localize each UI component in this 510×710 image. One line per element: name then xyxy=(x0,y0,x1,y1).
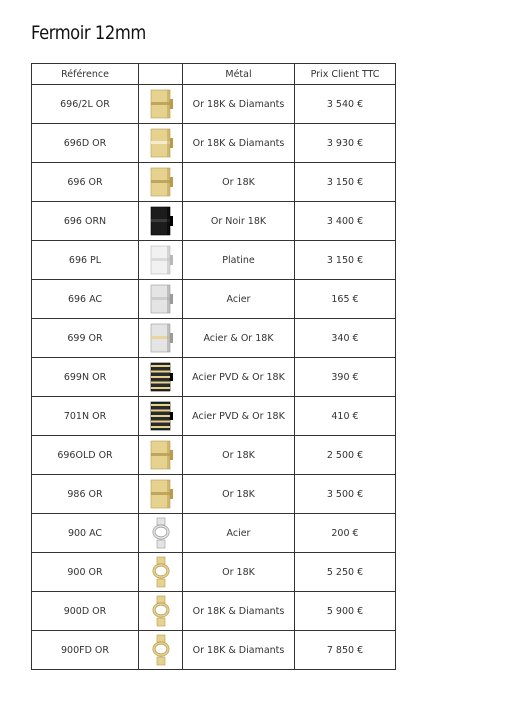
cell-price: 7 850 € xyxy=(295,631,396,670)
cell-metal: Acier xyxy=(183,280,295,319)
clasp-link-top xyxy=(157,596,165,603)
clasp-stripe xyxy=(151,376,170,378)
cell-reference: 986 OR xyxy=(32,475,139,514)
clasp-tab xyxy=(170,177,173,187)
cell-image xyxy=(139,85,183,124)
cell-image xyxy=(139,358,183,397)
clasp-thumbnail xyxy=(146,322,176,354)
clasp-link-top xyxy=(157,635,165,642)
clasp-edge xyxy=(167,207,170,235)
clasp-tab xyxy=(170,373,173,381)
page-title: Fermoir 12mm xyxy=(31,22,146,44)
cell-metal: Acier xyxy=(183,514,295,553)
header-metal: Métal xyxy=(183,64,295,85)
clasp-thumbnail xyxy=(146,361,176,393)
cell-price: 3 150 € xyxy=(295,163,396,202)
cell-reference: 696 OR xyxy=(32,163,139,202)
cell-reference: 900 AC xyxy=(32,514,139,553)
cell-image xyxy=(139,202,183,241)
cell-price: 3 540 € xyxy=(295,85,396,124)
clasp-link-bottom xyxy=(157,540,165,548)
cell-metal: Acier & Or 18K xyxy=(183,319,295,358)
cell-image xyxy=(139,514,183,553)
clasp-ring-highlight xyxy=(154,643,168,655)
cell-reference: 696 ORN xyxy=(32,202,139,241)
clasp-thumbnail xyxy=(146,88,176,120)
table-row xyxy=(32,475,396,514)
clasp-tab xyxy=(170,294,173,304)
cell-price: 5 900 € xyxy=(295,592,396,631)
clasp-thumbnail xyxy=(146,400,176,432)
cell-price: 200 € xyxy=(295,514,396,553)
clasp-edge xyxy=(167,246,170,274)
cell-image xyxy=(139,553,183,592)
table-row xyxy=(32,397,396,436)
clasp-thumbnail xyxy=(146,283,176,315)
clasp-edge xyxy=(167,441,170,469)
cell-price: 3 500 € xyxy=(295,475,396,514)
cell-price: 3 930 € xyxy=(295,124,396,163)
cell-price: 2 500 € xyxy=(295,436,396,475)
clasp-stripe xyxy=(151,421,170,423)
clasp-edge xyxy=(167,129,170,157)
clasp-thumbnail xyxy=(146,595,176,627)
cell-reference: 900FD OR xyxy=(32,631,139,670)
clasp-link-bottom xyxy=(157,579,165,587)
cell-reference: 696D OR xyxy=(32,124,139,163)
clasp-stripe xyxy=(151,404,170,406)
clasp-thumbnail xyxy=(146,478,176,510)
cell-metal: Acier PVD & Or 18K xyxy=(183,397,295,436)
cell-reference: 699 OR xyxy=(32,319,139,358)
cell-metal: Or 18K & Diamants xyxy=(183,124,295,163)
cell-image xyxy=(139,592,183,631)
cell-price: 5 250 € xyxy=(295,553,396,592)
cell-image xyxy=(139,631,183,670)
table-row xyxy=(32,592,396,631)
clasp-link-bottom xyxy=(157,618,165,626)
cell-metal: Or 18K & Diamants xyxy=(183,631,295,670)
clasp-thumbnail xyxy=(146,127,176,159)
clasp-edge xyxy=(167,90,170,118)
cell-metal: Or 18K & Diamants xyxy=(183,85,295,124)
clasp-thumbnail xyxy=(146,166,176,198)
table-row xyxy=(32,241,396,280)
table-header-row xyxy=(32,64,396,85)
clasp-tab xyxy=(170,450,173,460)
cell-price: 340 € xyxy=(295,319,396,358)
cell-image xyxy=(139,163,183,202)
clasp-ring-highlight xyxy=(154,526,168,538)
clasp-link-top xyxy=(157,557,165,564)
cell-reference: 699N OR xyxy=(32,358,139,397)
table-row xyxy=(32,163,396,202)
header-image xyxy=(139,64,183,85)
cell-image xyxy=(139,319,183,358)
clasp-tab xyxy=(170,216,173,226)
cell-image xyxy=(139,124,183,163)
cell-metal: Or 18K xyxy=(183,475,295,514)
cell-image xyxy=(139,397,183,436)
cell-price: 3 150 € xyxy=(295,241,396,280)
header-reference: Référence xyxy=(32,64,139,85)
cell-reference: 696 AC xyxy=(32,280,139,319)
cell-metal: Or 18K xyxy=(183,163,295,202)
clasp-edge xyxy=(167,324,170,352)
table-row xyxy=(32,514,396,553)
cell-metal: Or 18K xyxy=(183,436,295,475)
clasp-stripe xyxy=(151,410,170,412)
clasp-ring-highlight xyxy=(154,565,168,577)
cell-reference: 701N OR xyxy=(32,397,139,436)
cell-price: 410 € xyxy=(295,397,396,436)
clasp-price-table xyxy=(31,63,396,670)
clasp-tab xyxy=(170,333,173,343)
table-body xyxy=(32,85,396,670)
cell-image xyxy=(139,280,183,319)
cell-metal: Or 18K xyxy=(183,553,295,592)
clasp-tab xyxy=(170,138,173,148)
clasp-link-bottom xyxy=(157,657,165,665)
clasp-thumbnail xyxy=(146,439,176,471)
table-row xyxy=(32,202,396,241)
clasp-stripe xyxy=(151,365,170,367)
cell-metal: Acier PVD & Or 18K xyxy=(183,358,295,397)
clasp-tab xyxy=(170,99,173,109)
clasp-edge xyxy=(167,480,170,508)
clasp-thumbnail xyxy=(146,556,176,588)
clasp-edge xyxy=(167,285,170,313)
table-row xyxy=(32,553,396,592)
clasp-tab xyxy=(170,255,173,265)
clasp-thumbnail xyxy=(146,244,176,276)
table-row xyxy=(32,436,396,475)
cell-reference: 696OLD OR xyxy=(32,436,139,475)
cell-image xyxy=(139,475,183,514)
clasp-edge xyxy=(167,168,170,196)
clasp-tab xyxy=(170,412,173,420)
cell-metal: Platine xyxy=(183,241,295,280)
cell-reference: 696/2L OR xyxy=(32,85,139,124)
table-row xyxy=(32,280,396,319)
cell-metal: Or Noir 18K xyxy=(183,202,295,241)
header-price: Prix Client TTC xyxy=(295,64,396,85)
cell-metal: Or 18K & Diamants xyxy=(183,592,295,631)
clasp-ring-highlight xyxy=(154,604,168,616)
cell-image xyxy=(139,436,183,475)
cell-reference: 900D OR xyxy=(32,592,139,631)
clasp-thumbnail xyxy=(146,634,176,666)
table-row xyxy=(32,631,396,670)
clasp-thumbnail xyxy=(146,517,176,549)
clasp-stripe xyxy=(151,426,170,428)
cell-price: 3 400 € xyxy=(295,202,396,241)
table-row xyxy=(32,124,396,163)
clasp-thumbnail xyxy=(146,205,176,237)
table-row xyxy=(32,358,396,397)
clasp-stripe xyxy=(151,371,170,373)
cell-price: 165 € xyxy=(295,280,396,319)
clasp-stripe xyxy=(151,382,170,384)
cell-reference: 900 OR xyxy=(32,553,139,592)
table-row xyxy=(32,85,396,124)
cell-price: 390 € xyxy=(295,358,396,397)
clasp-stripe xyxy=(151,387,170,389)
cell-reference: 696 PL xyxy=(32,241,139,280)
table-row xyxy=(32,319,396,358)
clasp-stripe xyxy=(151,415,170,417)
clasp-link-top xyxy=(157,518,165,525)
cell-image xyxy=(139,241,183,280)
clasp-tab xyxy=(170,489,173,499)
